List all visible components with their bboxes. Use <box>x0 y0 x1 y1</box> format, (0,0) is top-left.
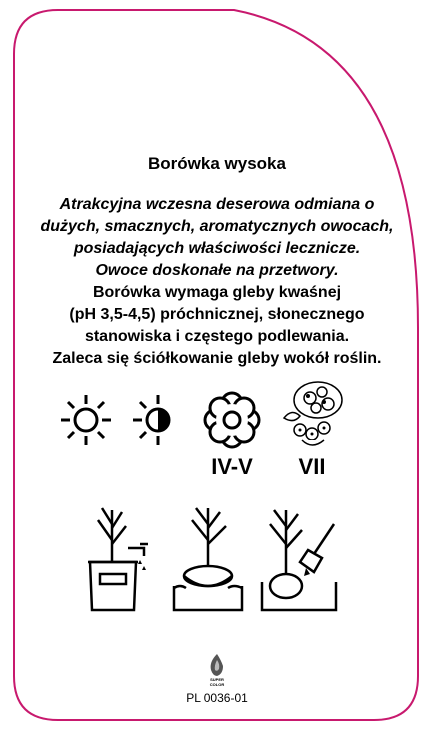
desc-line: (pH 3,5-4,5) próchnicznej, słonecznego <box>69 306 365 323</box>
brand-logo-icon <box>203 652 231 688</box>
root-ball-plant-icon <box>170 504 246 616</box>
label-code: PL 0036-01 <box>186 691 248 705</box>
plant-label-card <box>10 6 424 724</box>
half-shade-icon <box>130 392 186 448</box>
fruiting-months: VII <box>298 454 326 479</box>
svg-text:SUPER: SUPER <box>210 677 224 682</box>
svg-text:COLOR: COLOR <box>209 682 225 687</box>
desc-line: dużych, smacznych, aromatycznych owocach, <box>40 218 394 235</box>
desc-line: Owoce doskonałe na przetwory. <box>95 262 339 279</box>
plant-title: Borówka wysoka <box>148 154 286 173</box>
desc-line: posiadających właściwości lecznicze. <box>73 240 361 257</box>
planting-icon <box>256 506 342 618</box>
desc-line: Borówka wymaga gleby kwaśnej <box>92 284 342 301</box>
flowering-months: IV-V <box>211 454 253 479</box>
desc-line: Atrakcyjna wczesna deserowa odmiana o <box>59 196 375 213</box>
desc-line: stanowiska i częstego podlewania. <box>84 328 350 345</box>
full-sun-icon <box>58 392 114 448</box>
fruit-icon <box>278 378 348 452</box>
desc-line: Zaleca się ściółkowanie gleby wokół roślin. <box>52 350 382 367</box>
plant-description <box>24 194 410 370</box>
flower-icon <box>202 390 262 450</box>
container-plant-icon <box>78 506 156 614</box>
